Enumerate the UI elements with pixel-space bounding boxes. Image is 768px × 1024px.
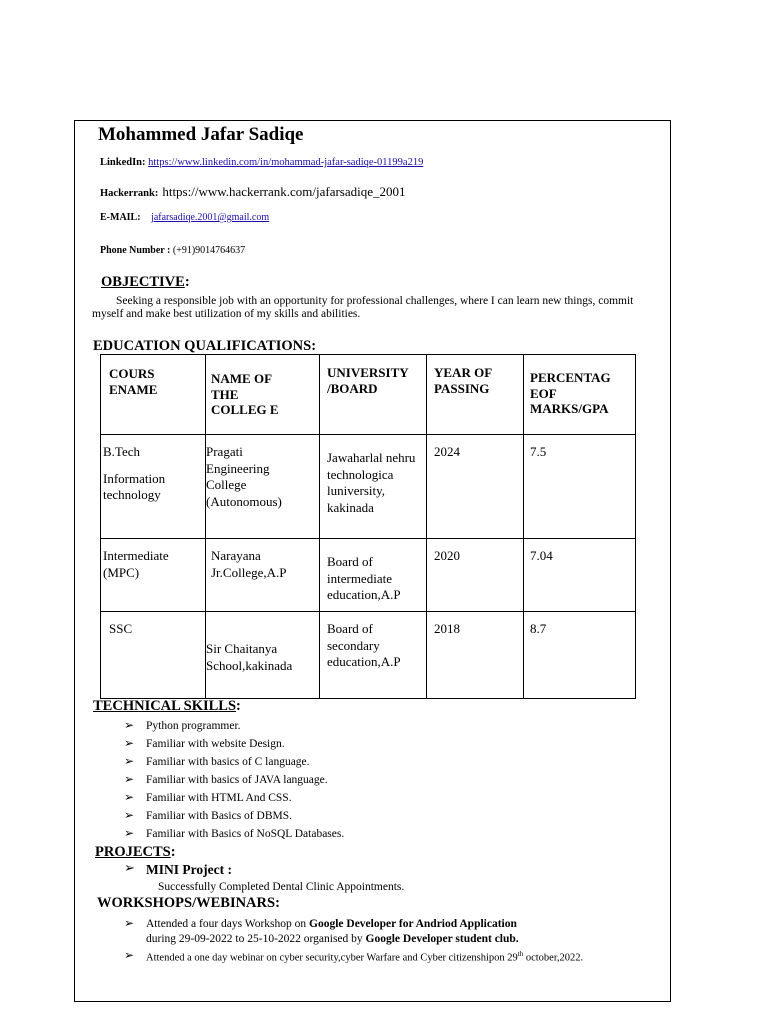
score-cell: 8.7 xyxy=(530,621,547,636)
objective-text: Seeking a responsible job with an opportunity for professional challenges, where I can learn new things, commit myself and make best utilization of my skills and abilities. xyxy=(92,295,634,320)
skills-heading xyxy=(93,698,241,715)
course-cell: B.Tech xyxy=(103,444,140,459)
header-year: YEAR OF PASSING xyxy=(434,365,492,396)
bullet-arrow-icon: ➢ xyxy=(124,790,135,804)
year-cell: 2018 xyxy=(434,621,460,636)
college-cell: Pragati Engineering College (Autonomous) xyxy=(206,444,282,509)
course-sub-cell: Information technology xyxy=(103,470,166,502)
education-table xyxy=(100,354,636,699)
bullet-arrow-icon: ➢ xyxy=(124,754,135,768)
list-item xyxy=(124,826,345,845)
skills-list xyxy=(124,718,345,845)
skill-text: Familiar with Basics of NoSQL Databases. xyxy=(146,828,345,840)
list-item xyxy=(124,772,344,791)
objective-heading xyxy=(101,274,190,291)
list-item xyxy=(124,736,344,755)
bullet-arrow-icon: ➢ xyxy=(124,772,135,786)
webinar-date-suffix: th xyxy=(517,950,524,958)
table-header-row xyxy=(101,355,636,435)
workshops-colon: : xyxy=(275,895,280,911)
board-cell: Board of secondary education,A.P xyxy=(327,621,401,669)
hackerrank-url: https://www.hackerrank.com/jafarsadiqe_2001 xyxy=(162,184,406,199)
skills-colon: : xyxy=(236,698,241,714)
linkedin-link[interactable]: https://www.linkedin.com/in/mohammad-jafar-sadiqe-01199a219 xyxy=(148,157,424,168)
skill-text: Familiar with Basics of DBMS. xyxy=(146,810,292,822)
college-cell: Sir Chaitanya School,kakinada xyxy=(206,641,293,673)
email-link[interactable]: jafarsadiqe.2001@gmail.com xyxy=(151,212,270,223)
phone-number: (+91)9014764637 xyxy=(172,245,246,256)
header-score: PERCENTAG EOF MARKS/GPA xyxy=(530,370,611,416)
score-cell: 7.04 xyxy=(530,548,553,563)
table-row xyxy=(101,612,636,699)
linkedin-label: LinkedIn: xyxy=(100,157,146,168)
bullet-arrow-icon: ➢ xyxy=(124,861,135,876)
education-heading: EDUCATION QUALIFICATIONS: xyxy=(93,338,317,354)
year-cell: 2020 xyxy=(434,548,460,563)
bullet-arrow-icon: ➢ xyxy=(124,808,135,822)
college-cell: Narayana Jr.College,A.P xyxy=(211,548,287,580)
course-cell: Intermediate (MPC) xyxy=(103,548,169,580)
email-label: E-MAIL: xyxy=(100,212,141,223)
skill-text: Familiar with HTML And CSS. xyxy=(146,792,292,804)
header-college: NAME OF THE COLLEG E xyxy=(211,371,279,417)
bullet-arrow-icon: ➢ xyxy=(124,916,135,930)
projects-colon: : xyxy=(170,844,176,860)
hackerrank-label: Hackerrank: xyxy=(100,188,159,199)
linkedin-row xyxy=(100,157,423,168)
webinar-text: Attended a one day webinar on cyber security,cyber Warfare and Cyber citizenshipon 29 xyxy=(146,952,518,964)
list-item xyxy=(124,790,344,809)
email-row xyxy=(100,212,269,223)
objective-colon: : xyxy=(184,274,190,290)
workshop-item-1 xyxy=(124,916,519,947)
workshops-title: WORKSHOPS/WEBINARS xyxy=(97,895,276,911)
skill-text: Python programmer. xyxy=(146,720,241,732)
mini-project-desc: Successfully Completed Dental Clinic Appointments. xyxy=(158,881,405,893)
bullet-arrow-icon: ➢ xyxy=(124,736,135,750)
phone-label: Phone Number : xyxy=(100,245,171,256)
list-item xyxy=(124,754,344,773)
skill-text: Familiar with basics of JAVA language. xyxy=(146,774,328,786)
workshops-heading xyxy=(97,895,280,912)
bullet-arrow-icon: ➢ xyxy=(124,826,135,840)
course-cell: SSC xyxy=(109,621,133,636)
board-cell: Jawaharlal nehru technologica luniversity, kakinada xyxy=(327,450,416,515)
workshop-dates: during 29-09-2022 to 25-10-2022 organised by xyxy=(146,933,366,945)
bullet-arrow-icon: ➢ xyxy=(124,718,135,732)
webinar-date: october,2022. xyxy=(523,952,584,964)
score-cell: 7.5 xyxy=(530,444,547,459)
workshop-item-2 xyxy=(124,948,584,964)
bullet-arrow-icon: ➢ xyxy=(124,948,135,962)
skill-text: Familiar with basics of C language. xyxy=(146,756,310,768)
mini-project-label: MINI Project : xyxy=(146,862,232,877)
board-cell: Board of intermediate education,A.P xyxy=(327,554,401,602)
header-board: UNIVERSITY /BOARD xyxy=(327,365,409,396)
objective-title: OBJECTIVE xyxy=(101,274,185,290)
projects-heading xyxy=(95,844,176,861)
table-row xyxy=(101,539,636,612)
hackerrank-row xyxy=(100,183,406,201)
workshop-text: Attended a four days Workshop on xyxy=(146,918,310,930)
table-row xyxy=(101,435,636,539)
workshop-event: Google Developer for Andriod Application xyxy=(309,918,517,930)
skill-text: Familiar with website Design. xyxy=(146,738,285,750)
workshop-organiser: Google Developer student club. xyxy=(365,933,519,945)
mini-project-title xyxy=(124,861,232,878)
candidate-name: Mohammed Jafar Sadiqe xyxy=(98,124,304,145)
phone-row xyxy=(100,245,245,256)
list-item xyxy=(124,808,344,827)
projects-title: PROJECTS xyxy=(95,844,171,860)
year-cell: 2024 xyxy=(434,444,460,459)
header-course: COURS ENAME xyxy=(109,366,158,397)
list-item xyxy=(124,718,344,737)
skills-title: TECHNICAL SKILLS xyxy=(93,698,237,714)
